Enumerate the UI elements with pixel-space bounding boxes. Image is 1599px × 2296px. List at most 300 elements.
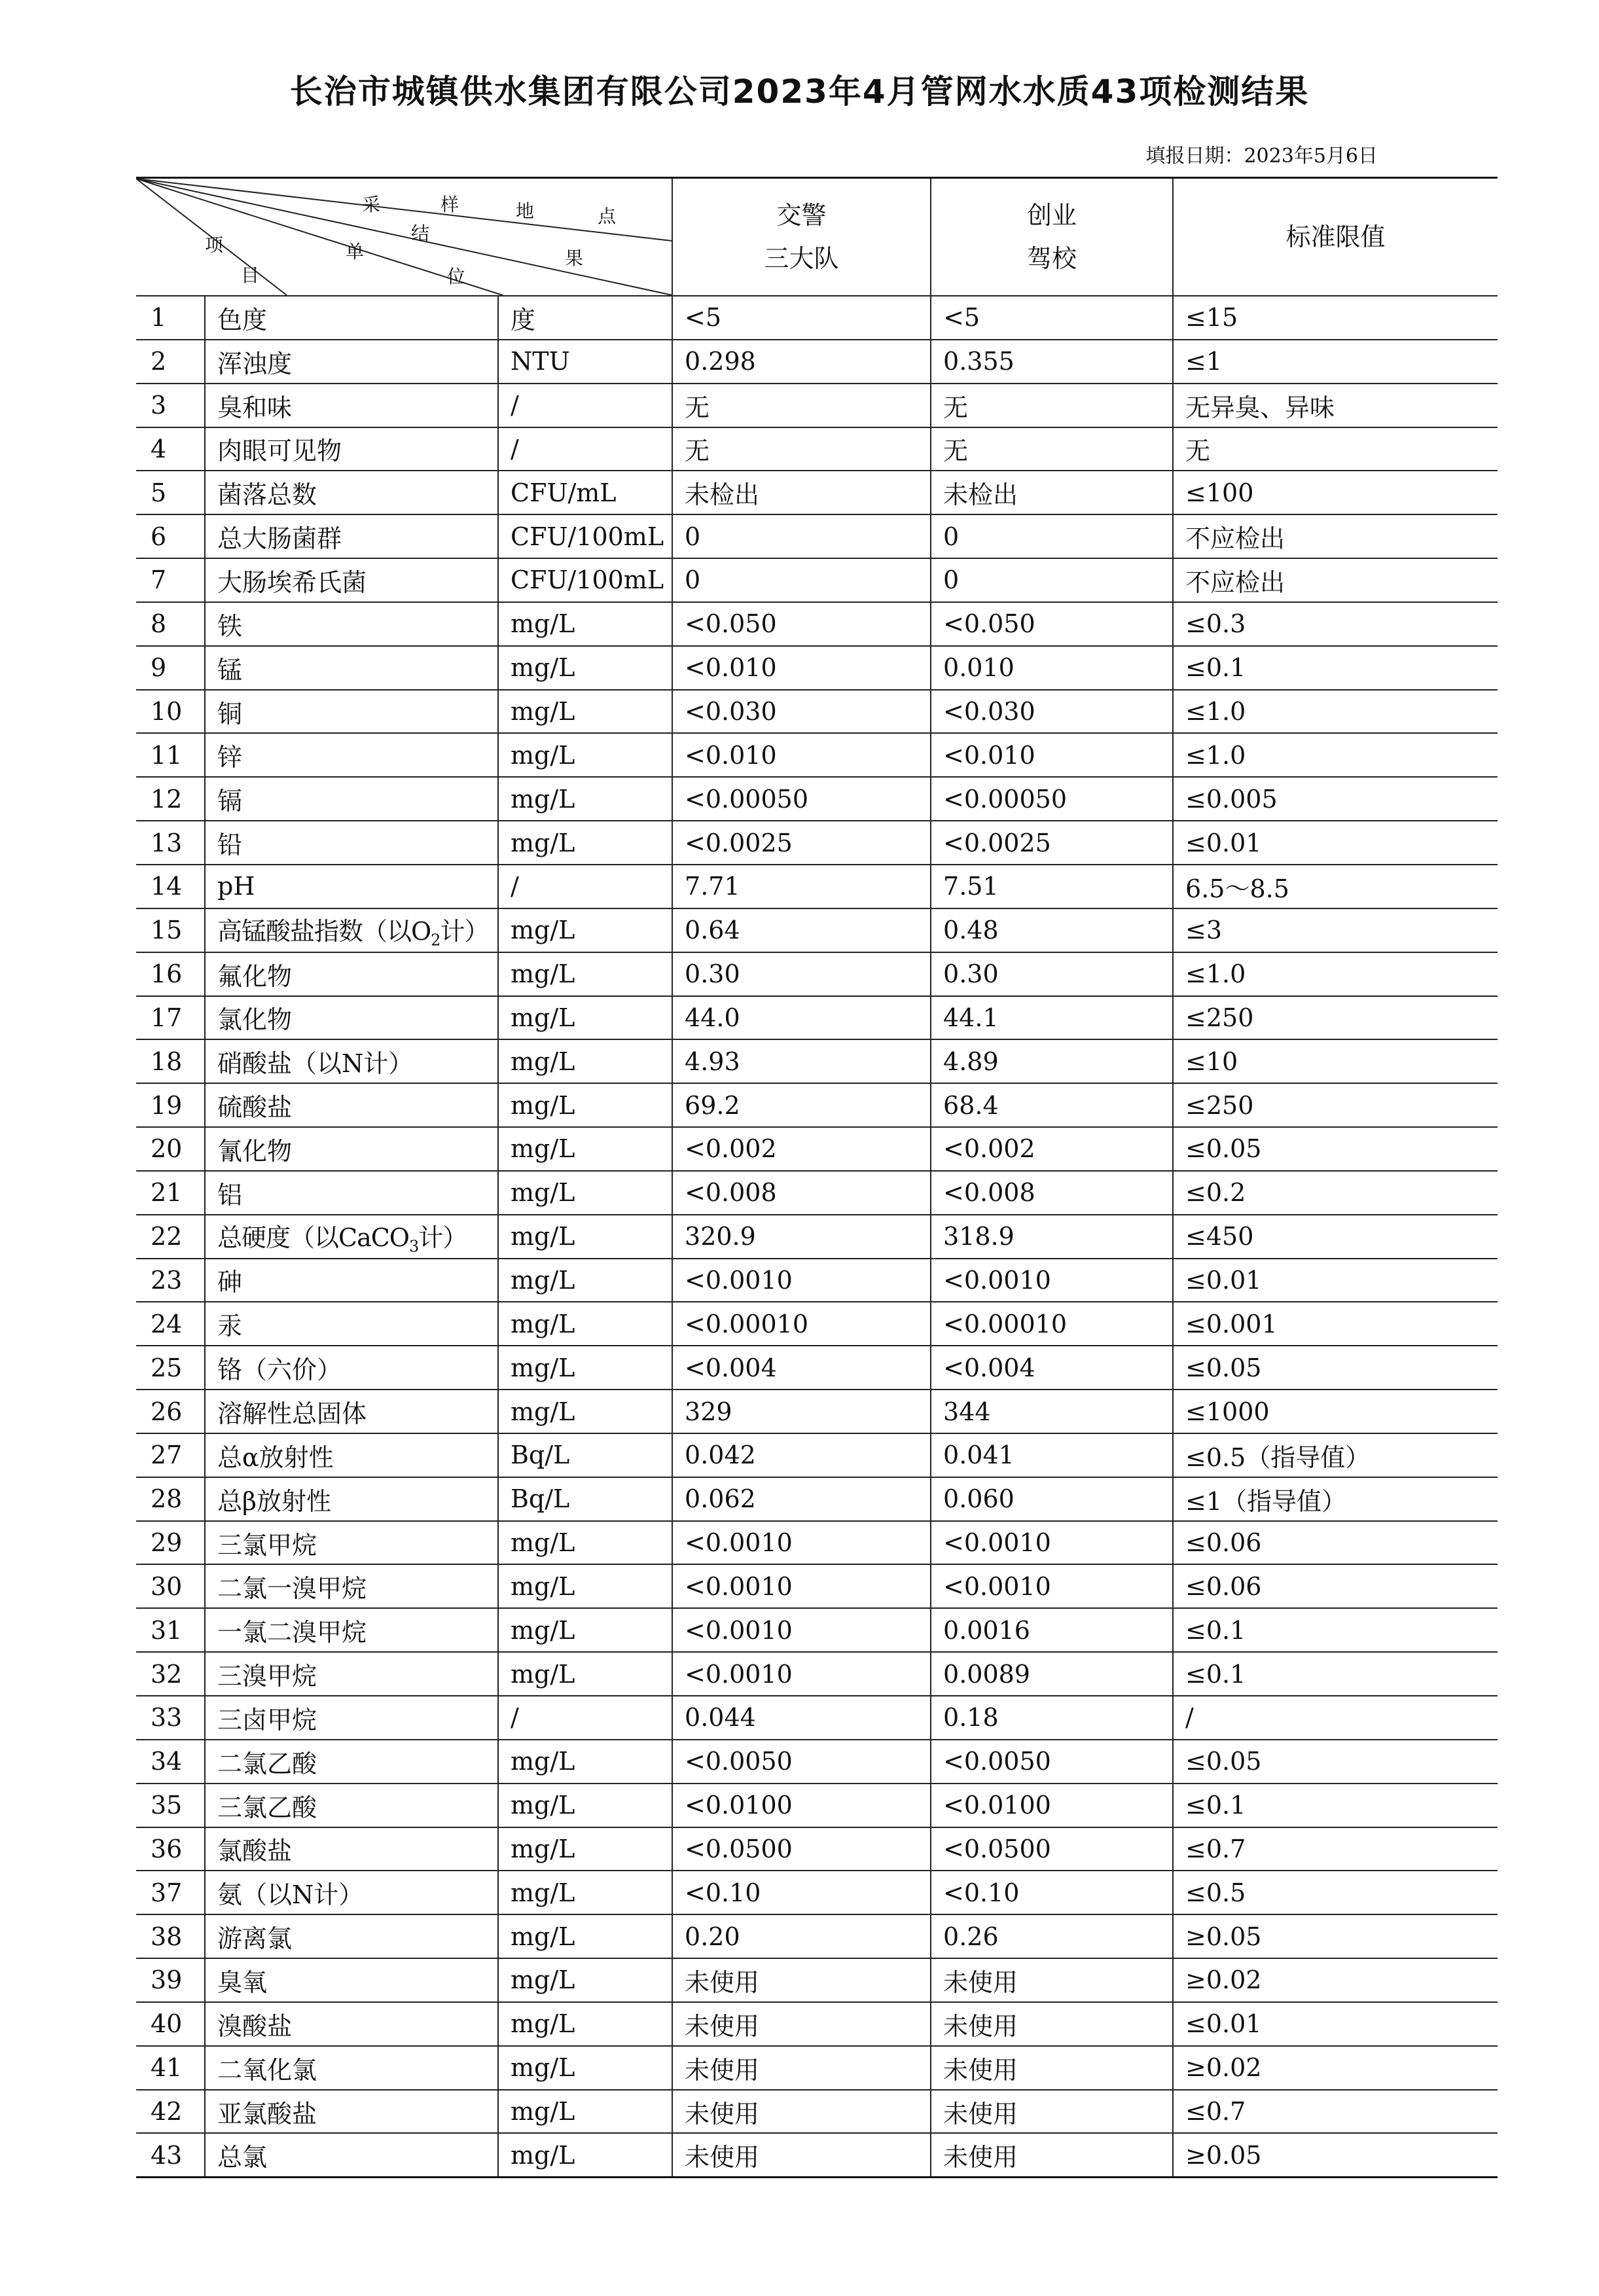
- value-site-1: 7.71: [672, 865, 931, 908]
- unit: mg/L: [498, 1215, 672, 1259]
- value-site-1: 4.93: [672, 1039, 931, 1083]
- unit: mg/L: [498, 821, 672, 865]
- value-site-1: <5: [672, 296, 931, 340]
- table-row: [136, 1827, 1498, 1871]
- value-site-2: <0.010: [931, 733, 1173, 777]
- item-name: 游离氯: [205, 1914, 498, 1958]
- row-number: 33: [136, 1696, 205, 1740]
- unit: mg/L: [498, 1740, 672, 1784]
- page-title: 长治市城镇供水集团有限公司2023年4月管网水水质43项检测结果: [289, 73, 1310, 111]
- row-number: 26: [136, 1390, 205, 1433]
- item-name: 三氯乙酸: [205, 1784, 498, 1827]
- table-row: [136, 2002, 1498, 2046]
- value-site-1: 0.64: [672, 908, 931, 952]
- value-site-1: 无: [672, 427, 931, 471]
- unit: mg/L: [498, 2046, 672, 2090]
- table-row: [136, 1914, 1498, 1958]
- item-name-subscript: 2: [431, 931, 440, 950]
- row-number: 6: [136, 514, 205, 558]
- value-site-2: <0.10: [931, 1871, 1173, 1914]
- item-name: [205, 908, 498, 952]
- table-row: [136, 1433, 1498, 1477]
- item-name: 二氧化氯: [205, 2046, 498, 2090]
- item-name: 锰: [205, 646, 498, 690]
- table-row: [136, 602, 1498, 646]
- value-site-2: 68.4: [931, 1083, 1173, 1127]
- unit: /: [498, 865, 672, 908]
- value-site-2: 318.9: [931, 1215, 1173, 1259]
- row-number: 9: [136, 646, 205, 690]
- standard-limit: ≤1.0: [1173, 952, 1498, 996]
- unit: mg/L: [498, 602, 672, 646]
- value-site-2: 4.89: [931, 1039, 1173, 1083]
- unit: mg/L: [498, 1302, 672, 1346]
- row-number: 23: [136, 1259, 205, 1302]
- unit: mg/L: [498, 1652, 672, 1696]
- item-name: 二氯一溴甲烷: [205, 1564, 498, 1608]
- item-name: 三氯甲烷: [205, 1521, 498, 1565]
- unit: mg/L: [498, 1083, 672, 1127]
- value-site-1: <0.010: [672, 733, 931, 777]
- value-site-2: 未使用: [931, 2002, 1173, 2046]
- standard-limit: 不应检出: [1173, 558, 1498, 602]
- item-name: 硝酸盐（以N计）: [205, 1039, 498, 1083]
- table-row: [136, 1171, 1498, 1215]
- unit: CFU/100mL: [498, 514, 672, 558]
- table-row: [136, 1871, 1498, 1914]
- item-name: 硫酸盐: [205, 1083, 498, 1127]
- unit: mg/L: [498, 777, 672, 821]
- water-quality-table: [136, 177, 1498, 2178]
- table-header-row: [136, 178, 1498, 296]
- item-name: 二氯乙酸: [205, 1740, 498, 1784]
- value-site-1: 无: [672, 384, 931, 427]
- item-name: 溴酸盐: [205, 2002, 498, 2046]
- table-row: [136, 952, 1498, 996]
- standard-limit: ≤0.05: [1173, 1127, 1498, 1171]
- item-name-tail: 计）: [440, 916, 489, 946]
- item-name: 铜: [205, 690, 498, 734]
- value-site-1: <0.00010: [672, 1302, 931, 1346]
- standard-limit: ≤0.005: [1173, 777, 1498, 821]
- row-number: 3: [136, 384, 205, 427]
- value-site-2: 未使用: [931, 1958, 1173, 2002]
- item-name: 总氯: [205, 2133, 498, 2177]
- item-name: 铅: [205, 821, 498, 865]
- value-site-2: 0.18: [931, 1696, 1173, 1740]
- item-name: 肉眼可见物: [205, 427, 498, 471]
- value-site-2: 0.48: [931, 908, 1173, 952]
- value-site-1: 未检出: [672, 471, 931, 514]
- row-number: 22: [136, 1215, 205, 1259]
- unit: mg/L: [498, 1958, 672, 2002]
- item-name: 氨（以N计）: [205, 1871, 498, 1914]
- value-site-1: <0.0010: [672, 1608, 931, 1652]
- value-site-1: 0.062: [672, 1477, 931, 1521]
- table-row: [136, 471, 1498, 514]
- standard-limit: ≤0.7: [1173, 1827, 1498, 1871]
- item-name: 氯化物: [205, 996, 498, 1040]
- item-name: 镉: [205, 777, 498, 821]
- unit: mg/L: [498, 1914, 672, 1958]
- value-site-1: 0: [672, 514, 931, 558]
- value-site-2: <0.0500: [931, 1827, 1173, 1871]
- value-site-2: 0: [931, 514, 1173, 558]
- diag-label: 样: [440, 194, 459, 215]
- value-site-1: <0.0010: [672, 1564, 931, 1608]
- site-2-line-2: 驾校: [1027, 244, 1077, 273]
- value-site-2: 无: [931, 384, 1173, 427]
- table-row: [136, 384, 1498, 427]
- value-site-1: 44.0: [672, 996, 931, 1040]
- value-site-2: 无: [931, 427, 1173, 471]
- unit: mg/L: [498, 1608, 672, 1652]
- standard-limit: 无异臭、异味: [1173, 384, 1498, 427]
- diagonal-header-cell: [136, 178, 672, 296]
- row-number: 27: [136, 1433, 205, 1477]
- table-row: [136, 1346, 1498, 1390]
- unit: mg/L: [498, 1871, 672, 1914]
- row-number: 24: [136, 1302, 205, 1346]
- row-number: 10: [136, 690, 205, 734]
- standard-limit: ≤0.2: [1173, 1171, 1498, 1215]
- standard-limit: ≤0.06: [1173, 1521, 1498, 1565]
- value-site-2: 0.010: [931, 646, 1173, 690]
- diag-label: 项: [205, 234, 224, 256]
- row-number: 25: [136, 1346, 205, 1390]
- table-row: [136, 1390, 1498, 1433]
- row-number: 13: [136, 821, 205, 865]
- value-site-1: <0.030: [672, 690, 931, 734]
- unit: mg/L: [498, 646, 672, 690]
- value-site-2: <0.0100: [931, 1784, 1173, 1827]
- table-row: [136, 1083, 1498, 1127]
- standard-limit: ≤0.5（指导值）: [1173, 1433, 1498, 1477]
- row-number: 17: [136, 996, 205, 1040]
- site-1-line-2: 三大队: [764, 244, 839, 273]
- value-site-2: <5: [931, 296, 1173, 340]
- standard-limit: ≤0.7: [1173, 2090, 1498, 2134]
- value-site-2: 0.0089: [931, 1652, 1173, 1696]
- table-row: [136, 558, 1498, 602]
- standard-limit: 6.5～8.5: [1173, 865, 1498, 908]
- value-site-2: 44.1: [931, 996, 1173, 1040]
- item-name: 大肠埃希氏菌: [205, 558, 498, 602]
- value-site-2: <0.0025: [931, 821, 1173, 865]
- value-site-1: 未使用: [672, 2046, 931, 2090]
- unit: mg/L: [498, 2090, 672, 2134]
- value-site-1: <0.0025: [672, 821, 931, 865]
- row-number: 5: [136, 471, 205, 514]
- diag-label: 果: [565, 247, 584, 269]
- table-row: [136, 514, 1498, 558]
- row-number: 7: [136, 558, 205, 602]
- row-number: 20: [136, 1127, 205, 1171]
- unit: 度: [498, 296, 672, 340]
- unit: CFU/100mL: [498, 558, 672, 602]
- standard-limit: ≤450: [1173, 1215, 1498, 1259]
- table-row: [136, 1652, 1498, 1696]
- item-name: 总大肠菌群: [205, 514, 498, 558]
- unit: Bq/L: [498, 1477, 672, 1521]
- value-site-2: 0.30: [931, 952, 1173, 996]
- value-site-2: <0.0010: [931, 1259, 1173, 1302]
- row-number: 1: [136, 296, 205, 340]
- item-name: 总α放射性: [205, 1433, 498, 1477]
- row-number: 14: [136, 865, 205, 908]
- standard-limit: ≥0.02: [1173, 1958, 1498, 2002]
- standard-limit: ≤0.05: [1173, 1740, 1498, 1784]
- row-number: 35: [136, 1784, 205, 1827]
- row-number: 41: [136, 2046, 205, 2090]
- standard-limit: ≤0.1: [1173, 1784, 1498, 1827]
- value-site-1: <0.004: [672, 1346, 931, 1390]
- row-number: 30: [136, 1564, 205, 1608]
- table-row: [136, 1958, 1498, 2002]
- value-site-1: 0.042: [672, 1433, 931, 1477]
- table-row: [136, 1521, 1498, 1565]
- table-row: [136, 821, 1498, 865]
- header-site-1: [672, 178, 931, 296]
- item-name: 三卤甲烷: [205, 1696, 498, 1740]
- row-number: 21: [136, 1171, 205, 1215]
- value-site-1: <0.00050: [672, 777, 931, 821]
- standard-limit: ≤0.1: [1173, 1608, 1498, 1652]
- row-number: 32: [136, 1652, 205, 1696]
- unit: mg/L: [498, 1521, 672, 1565]
- row-number: 18: [136, 1039, 205, 1083]
- row-number: 2: [136, 340, 205, 384]
- item-name: 菌落总数: [205, 471, 498, 514]
- unit: CFU/mL: [498, 471, 672, 514]
- item-name: 铝: [205, 1171, 498, 1215]
- row-number: 28: [136, 1477, 205, 1521]
- standard-limit: ≤1.0: [1173, 690, 1498, 734]
- table-row: [136, 1259, 1498, 1302]
- standard-limit: ≤0.5: [1173, 1871, 1498, 1914]
- diag-label: 位: [447, 266, 466, 287]
- table-row: [136, 2090, 1498, 2134]
- value-site-2: <0.004: [931, 1346, 1173, 1390]
- value-site-1: <0.0010: [672, 1521, 931, 1565]
- value-site-1: 0.044: [672, 1696, 931, 1740]
- item-name: 臭和味: [205, 384, 498, 427]
- unit: mg/L: [498, 1346, 672, 1390]
- table-row: [136, 865, 1498, 908]
- row-number: 8: [136, 602, 205, 646]
- item-name: 亚氯酸盐: [205, 2090, 498, 2134]
- value-site-2: 未使用: [931, 2133, 1173, 2177]
- unit: mg/L: [498, 2133, 672, 2177]
- value-site-2: <0.008: [931, 1171, 1173, 1215]
- unit: mg/L: [498, 1827, 672, 1871]
- value-site-2: 7.51: [931, 865, 1173, 908]
- item-name: 浑浊度: [205, 340, 498, 384]
- value-site-2: <0.050: [931, 602, 1173, 646]
- unit: /: [498, 1696, 672, 1740]
- standard-limit: ≥0.05: [1173, 2133, 1498, 2177]
- standard-limit: ≤0.05: [1173, 1346, 1498, 1390]
- standard-limit: ≤1: [1173, 340, 1498, 384]
- table-row: [136, 296, 1498, 340]
- table-row: [136, 2046, 1498, 2090]
- value-site-1: 0.30: [672, 952, 931, 996]
- item-name: 臭氧: [205, 1958, 498, 2002]
- standard-limit: ≤0.01: [1173, 2002, 1498, 2046]
- item-name-main: 总硬度（以CaCO: [217, 1223, 409, 1252]
- value-site-2: 未使用: [931, 2090, 1173, 2134]
- value-site-1: 未使用: [672, 1958, 931, 2002]
- value-site-1: 未使用: [672, 2090, 931, 2134]
- standard-limit: ≤100: [1173, 471, 1498, 514]
- standard-limit: ≤0.06: [1173, 1564, 1498, 1608]
- row-number: 15: [136, 908, 205, 952]
- row-number: 4: [136, 427, 205, 471]
- standard-limit: ≤0.3: [1173, 602, 1498, 646]
- item-name: 锌: [205, 733, 498, 777]
- unit: mg/L: [498, 1171, 672, 1215]
- value-site-2: 未检出: [931, 471, 1173, 514]
- value-site-1: <0.0050: [672, 1740, 931, 1784]
- item-name: 一氯二溴甲烷: [205, 1608, 498, 1652]
- value-site-1: <0.008: [672, 1171, 931, 1215]
- table-row: [136, 733, 1498, 777]
- value-site-1: 未使用: [672, 2002, 931, 2046]
- value-site-2: 0: [931, 558, 1173, 602]
- table-row: [136, 1608, 1498, 1652]
- item-name: pH: [205, 865, 498, 908]
- unit: /: [498, 427, 672, 471]
- unit: mg/L: [498, 690, 672, 734]
- diag-label: 采: [362, 194, 381, 215]
- table-row: [136, 1302, 1498, 1346]
- standard-limit: ≤1.0: [1173, 733, 1498, 777]
- item-name: [205, 1215, 498, 1259]
- unit: mg/L: [498, 2002, 672, 2046]
- standard-limit: ≤0.01: [1173, 1259, 1498, 1302]
- table-row: [136, 2133, 1498, 2177]
- value-site-1: 329: [672, 1390, 931, 1433]
- header-limit: 标准限值: [1173, 178, 1498, 296]
- value-site-1: 69.2: [672, 1083, 931, 1127]
- item-name: 砷: [205, 1259, 498, 1302]
- item-name: 铁: [205, 602, 498, 646]
- value-site-2: 0.26: [931, 1914, 1173, 1958]
- standard-limit: /: [1173, 1696, 1498, 1740]
- standard-limit: ≤10: [1173, 1039, 1498, 1083]
- value-site-2: 344: [931, 1390, 1173, 1433]
- value-site-1: 0.20: [672, 1914, 931, 1958]
- item-name: 氯酸盐: [205, 1827, 498, 1871]
- value-site-1: 320.9: [672, 1215, 931, 1259]
- table-row: [136, 777, 1498, 821]
- item-name-main: 高锰酸盐指数（以O: [217, 916, 431, 946]
- standard-limit: ≤3: [1173, 908, 1498, 952]
- unit: mg/L: [498, 1259, 672, 1302]
- unit: /: [498, 384, 672, 427]
- site-1-line-1: 交警: [776, 201, 827, 230]
- row-number: 19: [136, 1083, 205, 1127]
- item-name: 总β放射性: [205, 1477, 498, 1521]
- standard-limit: ≤0.001: [1173, 1302, 1498, 1346]
- value-site-2: <0.030: [931, 690, 1173, 734]
- value-site-1: <0.010: [672, 646, 931, 690]
- standard-limit: ≤250: [1173, 996, 1498, 1040]
- table-row: [136, 340, 1498, 384]
- unit: mg/L: [498, 1564, 672, 1608]
- value-site-2: <0.0010: [931, 1564, 1173, 1608]
- table-row: [136, 1740, 1498, 1784]
- table-row: [136, 646, 1498, 690]
- report-date: 填报日期：2023年5月6日: [1145, 145, 1378, 168]
- value-site-2: <0.0010: [931, 1521, 1173, 1565]
- item-name: 氟化物: [205, 952, 498, 996]
- item-name-tail: 计）: [418, 1223, 467, 1252]
- standard-limit: ≤0.01: [1173, 821, 1498, 865]
- table-row: [136, 1784, 1498, 1827]
- value-site-2: <0.00050: [931, 777, 1173, 821]
- value-site-1: <0.10: [672, 1871, 931, 1914]
- row-number: 31: [136, 1608, 205, 1652]
- table-row: [136, 1039, 1498, 1083]
- standard-limit: ≤1（指导值）: [1173, 1477, 1498, 1521]
- value-site-1: 0.298: [672, 340, 931, 384]
- row-number: 12: [136, 777, 205, 821]
- table-row: [136, 1564, 1498, 1608]
- row-number: 11: [136, 733, 205, 777]
- standard-limit: ≤1000: [1173, 1390, 1498, 1433]
- value-site-2: <0.00010: [931, 1302, 1173, 1346]
- unit: NTU: [498, 340, 672, 384]
- unit: mg/L: [498, 1390, 672, 1433]
- value-site-1: <0.0010: [672, 1259, 931, 1302]
- standard-limit: ≤0.1: [1173, 646, 1498, 690]
- value-site-2: 未使用: [931, 2046, 1173, 2090]
- table-row: [136, 1127, 1498, 1171]
- row-number: 37: [136, 1871, 205, 1914]
- row-number: 39: [136, 1958, 205, 2002]
- value-site-2: 0.355: [931, 340, 1173, 384]
- row-number: 42: [136, 2090, 205, 2134]
- value-site-1: <0.050: [672, 602, 931, 646]
- diag-label: 单: [346, 241, 365, 262]
- unit: mg/L: [498, 1784, 672, 1827]
- unit: mg/L: [498, 1127, 672, 1171]
- value-site-2: 0.041: [931, 1433, 1173, 1477]
- row-number: 38: [136, 1914, 205, 1958]
- value-site-1: 0: [672, 558, 931, 602]
- value-site-2: 0.0016: [931, 1608, 1173, 1652]
- item-name: 溶解性总固体: [205, 1390, 498, 1433]
- table-row: [136, 427, 1498, 471]
- row-number: 43: [136, 2133, 205, 2177]
- value-site-2: <0.0050: [931, 1740, 1173, 1784]
- value-site-1: <0.0500: [672, 1827, 931, 1871]
- value-site-2: 0.060: [931, 1477, 1173, 1521]
- table-row: [136, 1215, 1498, 1259]
- diag-label: 结: [411, 223, 430, 244]
- table-row: [136, 690, 1498, 734]
- unit: mg/L: [498, 733, 672, 777]
- row-number: 29: [136, 1521, 205, 1565]
- unit: mg/L: [498, 908, 672, 952]
- standard-limit: 不应检出: [1173, 514, 1498, 558]
- standard-limit: ≤15: [1173, 296, 1498, 340]
- value-site-2: <0.002: [931, 1127, 1173, 1171]
- value-site-1: <0.0100: [672, 1784, 931, 1827]
- unit: mg/L: [498, 1039, 672, 1083]
- standard-limit: ≤0.1: [1173, 1652, 1498, 1696]
